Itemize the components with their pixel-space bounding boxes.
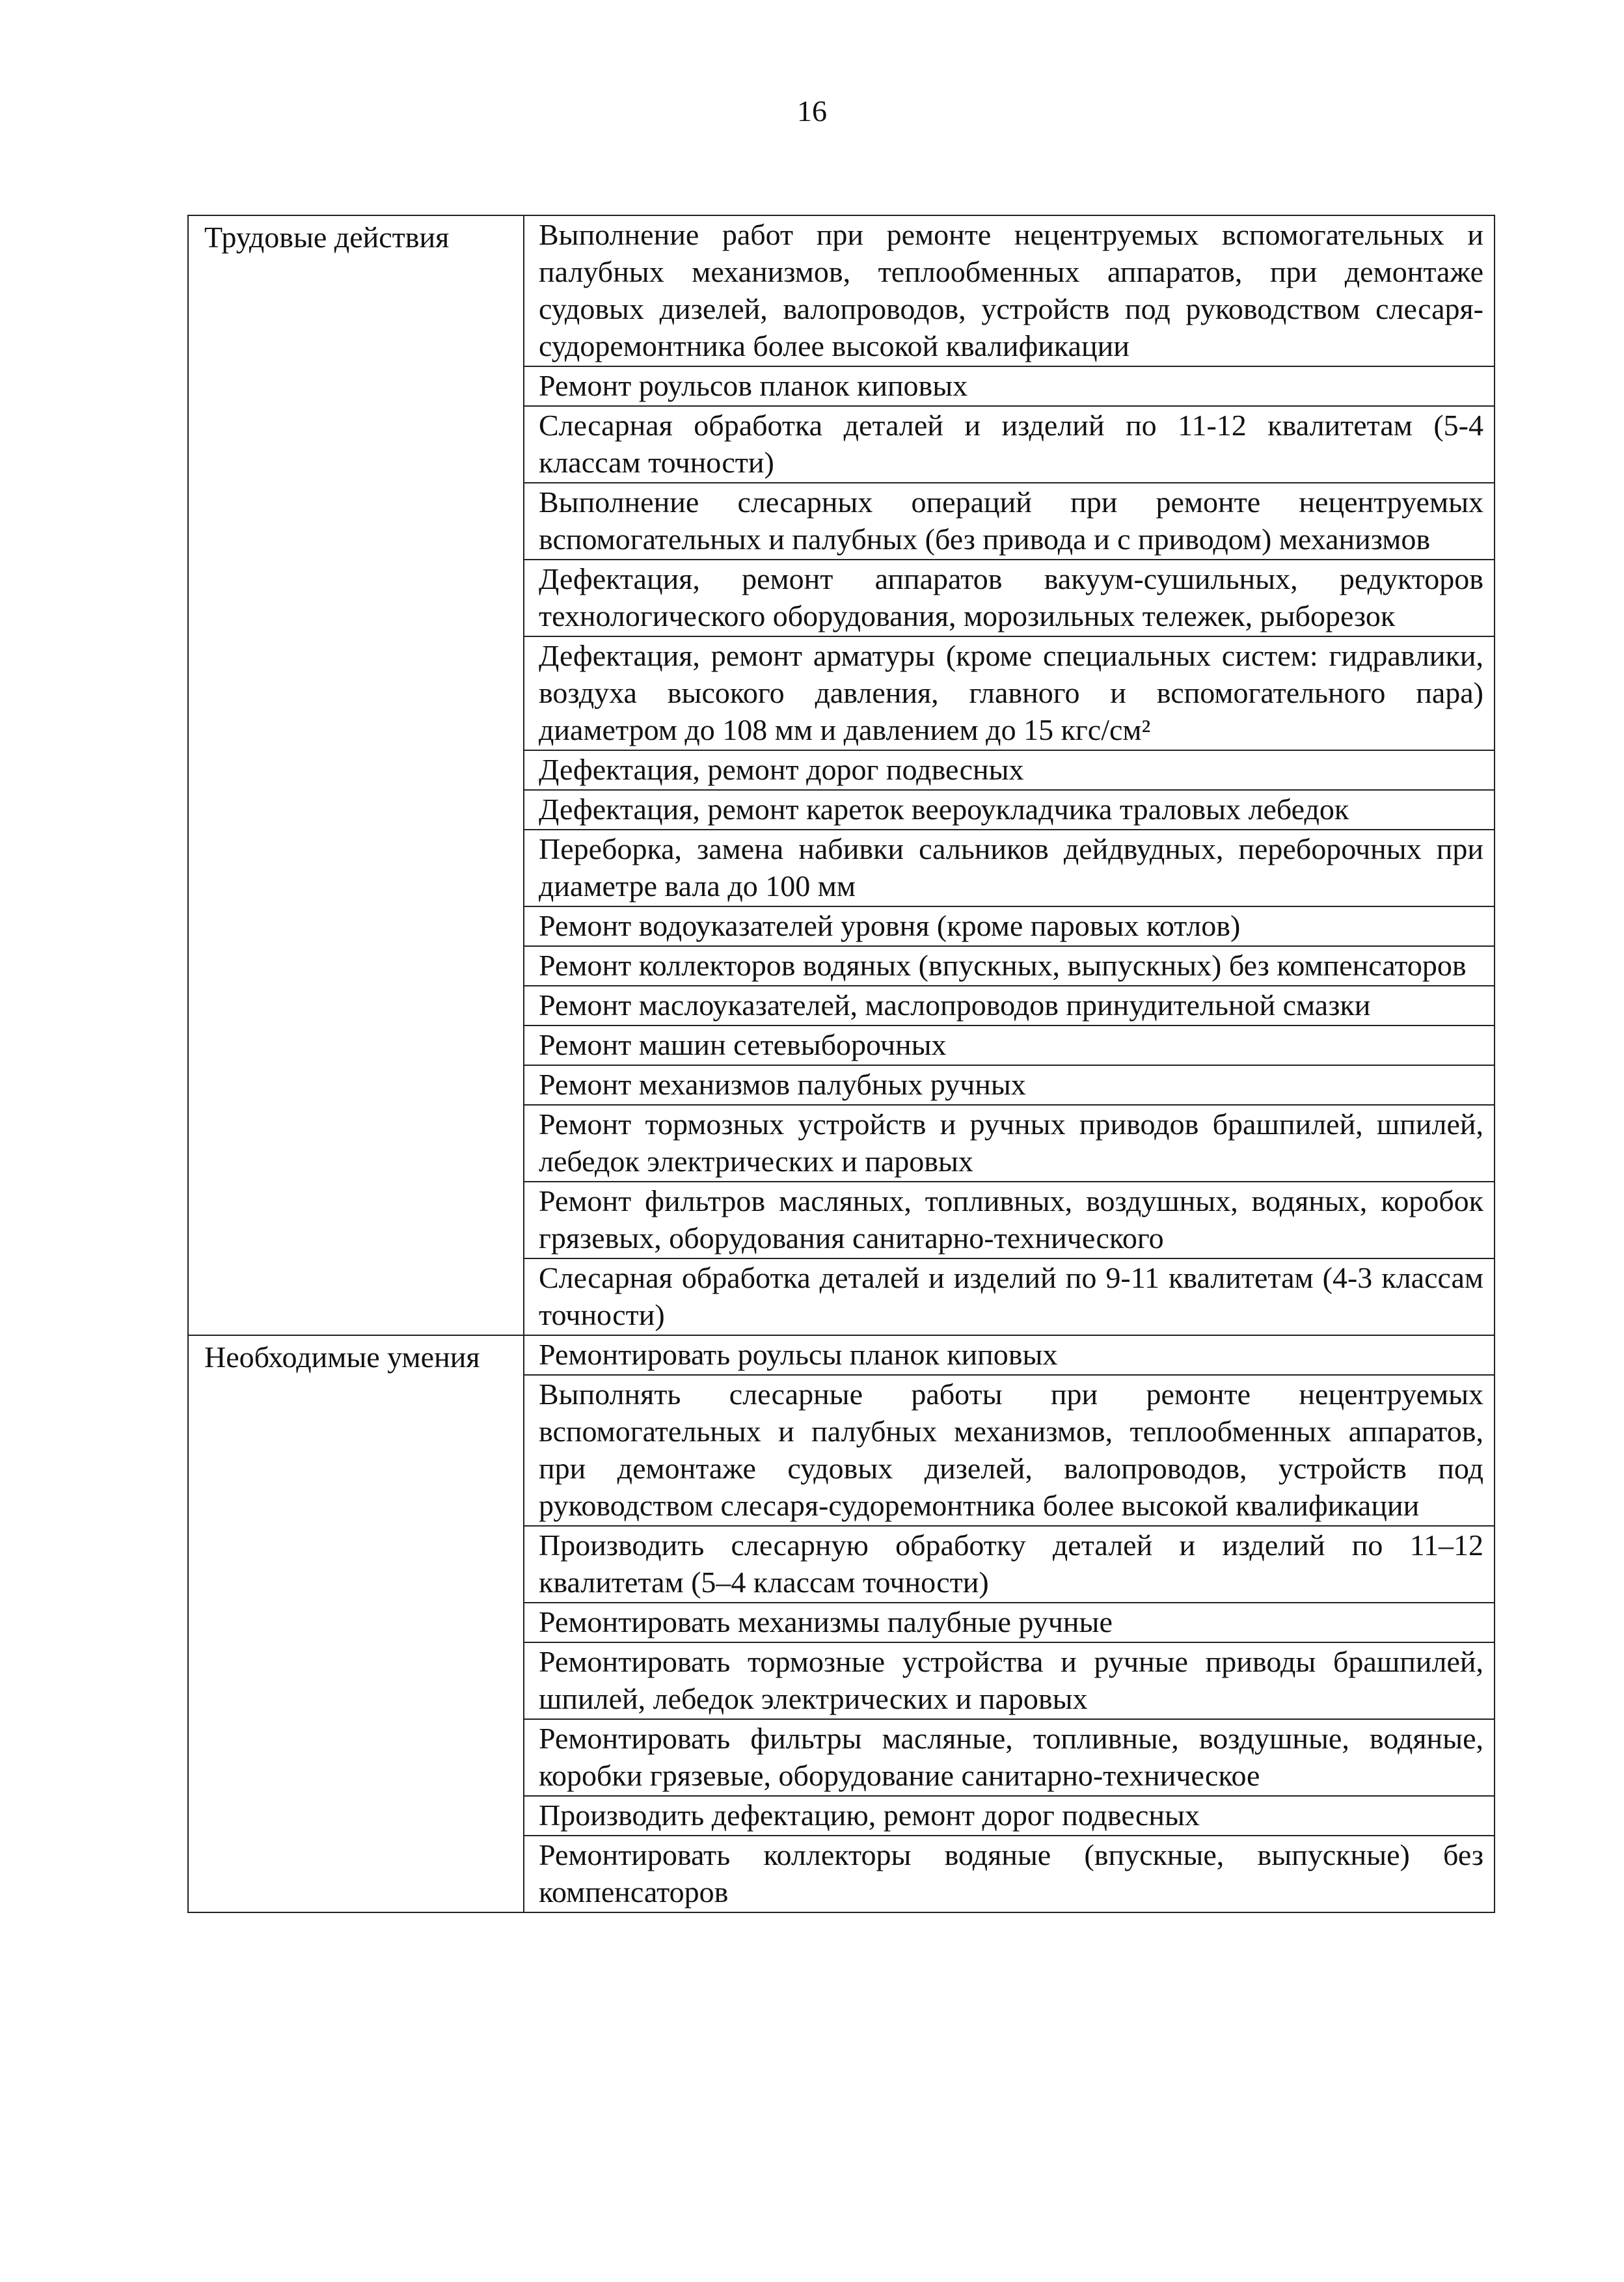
section-title: Необходимые умения [188,1335,524,1912]
section-item: Ремонтировать механизмы палубные ручные [524,1603,1495,1642]
section-item: Ремонт маслоуказателей, маслопроводов принудительной смазки [524,986,1495,1026]
section-item: Ремонт машин сетевыборочных [524,1026,1495,1065]
section-title: Трудовые действия [188,215,524,1335]
requirements-table-body [188,215,1495,1912]
section-item: Слесарная обработка деталей и изделий по 9-11 квалитетам (4-3 классам точности) [524,1258,1495,1335]
section-item: Ремонт водоуказателей уровня (кроме паровых котлов) [524,906,1495,946]
table-row [188,215,1495,366]
section-item: Ремонт механизмов палубных ручных [524,1065,1495,1105]
requirements-table [187,215,1495,1913]
section-item: Выполнение слесарных операций при ремонте нецентруемых вспомогательных и палубных (без привода и с приводом) механизмов [524,483,1495,560]
section-item: Переборка, замена набивки сальников дейдвудных, переборочных при диаметре вала до 100 мм [524,830,1495,906]
section-item: Слесарная обработка деталей и изделий по 11-12 квалитетам (5-4 классам точности) [524,406,1495,483]
section-item: Ремонт фильтров масляных, топливных, воздушных, водяных, коробок грязевых, оборудования санитарно-технического [524,1182,1495,1258]
section-item: Ремонтировать фильтры масляные, топливные, воздушные, водяные, коробки грязевые, оборудование санитарно-техническое [524,1719,1495,1796]
section-item: Дефектация, ремонт арматуры (кроме специальных систем: гидравлики, воздуха высокого давления, главного и вспомогательного пара) диаметром до 108 мм и давлением до 15 кгс/см² [524,636,1495,750]
table-row [188,1335,1495,1375]
section-item: Ремонтировать тормозные устройства и ручные приводы брашпилей, шпилей, лебедок электрических и паровых [524,1642,1495,1719]
section-item: Ремонт коллекторов водяных (впускных, выпускных) без компенсаторов [524,946,1495,986]
section-item: Ремонт роульсов планок киповых [524,366,1495,406]
section-item: Производить дефектацию, ремонт дорог подвесных [524,1796,1495,1836]
section-item: Ремонтировать роульсы планок киповых [524,1335,1495,1375]
section-item: Дефектация, ремонт дорог подвесных [524,750,1495,790]
section-item: Дефектация, ремонт кареток веероукладчика траловых лебедок [524,790,1495,830]
section-item: Производить слесарную обработку деталей и изделий по 11–12 квалитетам (5–4 классам точности) [524,1526,1495,1603]
section-item: Ремонт тормозных устройств и ручных приводов брашпилей, шпилей, лебедок электрических и паровых [524,1105,1495,1182]
section-item: Выполнение работ при ремонте нецентруемых вспомогательных и палубных механизмов, теплообменных аппаратов, при демонтаже судовых дизелей, валопроводов, устройств под руководством слесаря-судоремонтника более высокой квалификации [524,215,1495,366]
page-number: 16 [797,94,827,128]
section-item: Выполнять слесарные работы при ремонте нецентруемых вспомогательных и палубных механизмов, теплообменных аппаратов, при демонтаже судовых дизелей, валопроводов, устройств под руководством слесаря-судоремонтника более высокой квалификации [524,1375,1495,1526]
section-item: Ремонтировать коллекторы водяные (впускные, выпускные) без компенсаторов [524,1836,1495,1912]
section-item: Дефектация, ремонт аппаратов вакуум-сушильных, редукторов технологического оборудования, морозильных тележек, рыборезок [524,560,1495,636]
